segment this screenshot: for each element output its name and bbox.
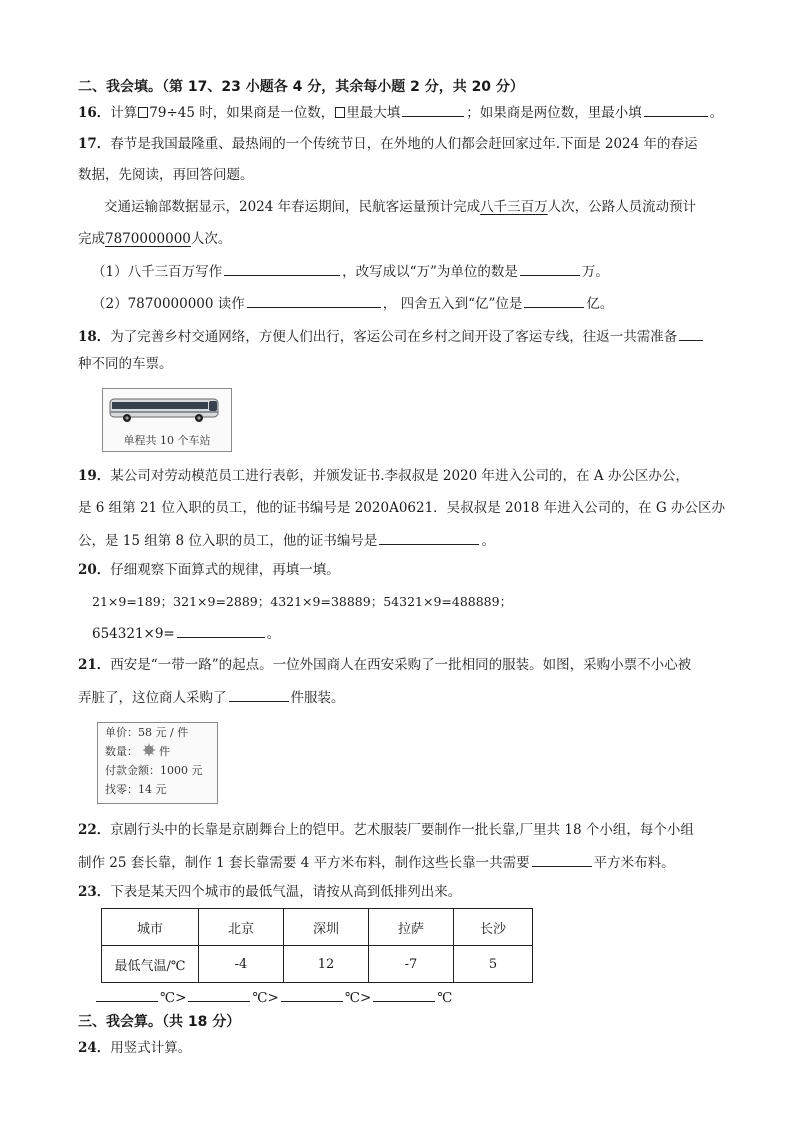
question-number: 16． [78,105,111,121]
question-21 [78,655,691,675]
stain-icon [142,743,156,757]
question-text: 京剧行头中的长靠是京剧舞台上的铠甲。艺术服装厂要制作一批长靠,厂里共 18 个小组，每个小组 [110,822,694,838]
question-text: ；如果商是两位数，里最小填 [466,105,642,121]
unit-text: ℃ [252,990,268,1006]
receipt-line [105,742,217,761]
question-20 [78,560,340,580]
table-cell: 12 [284,946,369,983]
question-17 [78,134,698,154]
gt-sign: > [359,990,372,1006]
question-text: 西安是“一带一路”的起点。一位外国商人在西安采购了一批相同的服装。如图，采购小票不小心被 [110,657,692,673]
table-cell: 北京 [199,909,284,946]
question-text: 人次，公路人员流动预计 [547,199,697,215]
question-text: 某公司对劳动模范员工进行表彰，并颁发证书.李叔叔是 2020 年进入公司的，在 A 办公区办公， [110,468,689,484]
q21-line-2 [78,686,345,708]
question-text: 用竖式计算。 [110,1040,192,1056]
q17-sub-1 [92,260,609,282]
answer-blank[interactable] [679,325,703,341]
q22-line-2 [78,851,675,873]
answer-blank[interactable] [402,101,464,117]
question-text: 春节是我国最隆重、最热闹的一个传统节日，在外地的人们都会赶回家过年.下面是 2024 年的春运 [110,136,698,152]
question-19 [78,466,689,486]
answer-blank[interactable] [373,986,435,1002]
section-title: 三、我会算。 [78,1014,162,1030]
question-text: 计算 [110,105,138,121]
question-text: 件服装。 [290,690,345,706]
unit-text: ℃ [344,990,360,1006]
bus-icon [103,389,231,429]
question-16 [78,101,723,123]
question-number: 22． [78,822,111,838]
receipt-unit: 件 [159,745,170,758]
question-text: ， 四舍五入到“亿”位是 [382,296,523,312]
table-cell: 长沙 [454,909,533,946]
question-text: 为了完善乡村交通网络，方便人们出行，客运公司在乡村之间开设了客运专线，往返一共需准备 [110,329,678,345]
q17-sub-2 [92,292,613,314]
question-text: 公，是 15 组第 8 位入职的员工，他的证书编号是 [78,533,378,549]
question-text: 下表是某天四个城市的最低气温，请按从高到低排列出来。 [110,884,462,900]
receipt-line: 找零：14 元 [105,783,167,796]
answer-blank[interactable] [520,260,580,276]
question-number: 23． [78,884,111,900]
bus-caption: 单程共 10 个车站 [123,434,211,447]
question-number: 21． [78,657,111,673]
q20-pattern: 21×9=189；321×9=2889；4321×9=38889；54321×9=488889； [92,594,513,609]
question-number: 20． [78,562,111,578]
section-note: （第 17、23 小题各 4 分，其余每小题 2 分，共 20 分） [162,79,524,95]
question-text: 弄脏了，这位商人采购了 [78,690,227,706]
question-number: 18． [78,329,111,345]
section-3-heading [78,1012,240,1032]
question-text: 制作 25 套长靠，制作 1 套长靠需要 4 平方米布料，制作这些长靠一共需要 [78,855,530,871]
answer-blank[interactable] [177,622,265,638]
answer-blank[interactable] [379,529,479,545]
question-number: 19． [78,468,111,484]
receipt-line: 单价：58 元 / 件 [105,726,189,739]
table-header-row [102,909,533,946]
q17-paragraph [104,197,696,217]
answer-blank[interactable] [281,986,343,1002]
gt-sign: > [175,990,187,1006]
question-text: 654321×9= [92,626,175,642]
answer-blank[interactable] [524,292,584,308]
question-text: 仔细观察下面算式的规律，再填一填。 [110,562,340,578]
question-text: ，改写成以“万”为单位的数是 [342,264,518,280]
answer-blank[interactable] [96,986,158,1002]
question-text: 79÷45 时，如果商是一位数， [149,105,335,121]
question-text: 里最大填 [346,105,401,121]
question-text: 人次。 [190,231,232,247]
section-title: 二、我会填。 [78,79,162,95]
question-text: 亿。 [586,296,614,312]
question-22 [78,820,694,840]
table-row [102,946,533,983]
question-24 [78,1038,191,1058]
question-number: 17． [78,136,111,152]
question-18 [78,325,705,347]
receipt-label: 数量： [105,745,138,758]
table-cell: 5 [454,946,533,983]
table-cell: 最低气温/℃ [102,946,199,983]
table-cell: -4 [199,946,284,983]
temperature-table [101,908,533,983]
receipt [97,722,218,804]
gt-sign: > [267,990,279,1006]
section-2-heading [78,77,524,97]
answer-blank[interactable] [224,260,340,276]
question-number: 24． [78,1040,111,1056]
question-text: 。 [481,533,495,549]
question-text: 种不同的车票。 [78,356,173,372]
question-text: 。 [266,626,281,642]
question-text: 完成 [78,231,105,247]
q23-order-line [94,986,452,1008]
table-cell: -7 [369,946,454,983]
table-cell: 深圳 [284,909,369,946]
answer-blank[interactable] [229,686,289,702]
underlined-number: 八千三百万 [480,199,548,215]
answer-blank[interactable] [644,101,708,117]
q17-paragraph-2 [78,229,231,249]
box-icon [138,107,148,118]
question-text: 数据，先阅读，再回答问题。 [78,167,254,183]
question-text: （1）八千三百万写作 [92,264,223,280]
section-note: （共 18 分） [162,1014,241,1030]
question-text: 万。 [581,264,609,280]
table-cell: 拉萨 [369,909,454,946]
unit-text: ℃ [160,990,176,1006]
underlined-number: 7870000000 [105,231,191,247]
box-icon [335,107,345,118]
q20-line-3 [92,622,280,644]
question-text: （2）7870000000 读作 [92,296,245,312]
question-text: 是 6 组第 21 位入职的员工，他的证书编号是 2020A0621．吴叔叔是 2018 年进入公司的，在 G 办公区办 [78,500,725,516]
table-cell: 城市 [102,909,199,946]
receipt-line: 付款金额：1000 元 [105,764,203,777]
answer-blank[interactable] [188,986,250,1002]
question-text: 。 [709,105,724,121]
question-text: 交通运输部数据显示，2024 年春运期间，民航客运量预计完成 [104,199,481,215]
unit-text: ℃ [437,990,453,1006]
q19-line-3 [78,529,495,551]
answer-blank[interactable] [247,292,381,308]
answer-blank[interactable] [532,851,592,867]
bus-card [102,388,232,452]
question-23 [78,882,461,902]
question-text: 平方米布料。 [593,855,675,871]
